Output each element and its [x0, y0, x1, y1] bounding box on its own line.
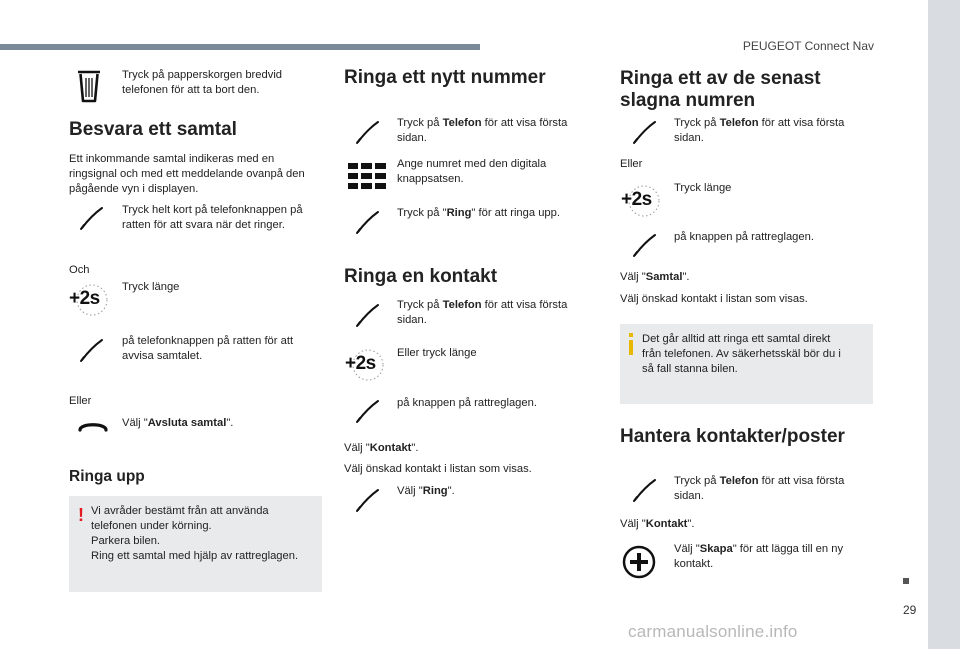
tap-icon	[632, 119, 658, 145]
or-long-press-text: Eller tryck länge	[397, 347, 477, 359]
trash-text: Tryck på papperskorgen bredvid telefonen för att ta bort den.	[122, 69, 283, 96]
select-samtal-text: Välj "Samtal".	[620, 271, 690, 283]
recent-wheel-button-text: på knappen på rattreglagen.	[674, 231, 814, 243]
answer-title: Besvara ett samtal	[69, 119, 237, 140]
tap-icon	[632, 477, 658, 503]
page-margin-band	[928, 0, 960, 649]
wheel-button-text: på knappen på rattreglagen.	[397, 397, 537, 409]
tap-icon	[79, 205, 105, 231]
recent-eller-label: Eller	[620, 158, 643, 170]
answer-intro: Ett inkommande samtal indikeras med en ringsignal och med ett meddelande ovanpå den pågående vyn i displayen.	[69, 153, 305, 195]
new-number-telefon-text: Tryck på Telefon för att visa första sidan.	[397, 117, 568, 144]
warning-box	[69, 496, 322, 592]
info-icon	[626, 333, 636, 355]
tap-icon	[355, 487, 381, 513]
long-press-2s-icon: +2s	[68, 283, 112, 317]
reject-text: på telefonknappen på ratten för att avvisa samtalet.	[122, 335, 294, 362]
tap-icon	[355, 398, 381, 424]
warning-text: Vi avråder bestämt från att använda telefonen under körning. Parkera bilen. Ring ett samtal med hjälp av rattreglagen.	[91, 505, 299, 562]
contact-telefon-text: Tryck på Telefon för att visa första sidan.	[397, 299, 568, 326]
header-rule	[0, 44, 480, 50]
warning-icon: !	[78, 505, 84, 525]
end-call-text: Välj "Avsluta samtal".	[122, 417, 234, 429]
manage-contacts-title: Hantera kontakter/poster	[620, 426, 845, 447]
info-box	[620, 324, 873, 404]
och-label: Och	[69, 264, 90, 276]
eller-label: Eller	[69, 395, 92, 407]
select-kontakt-text: Välj "Kontakt".	[344, 442, 419, 454]
keypad-icon	[348, 163, 386, 189]
select-contact-text: Välj önskad kontakt i listan som visas.	[344, 463, 532, 475]
watermark: carmanualsonline.info	[628, 622, 798, 641]
recent-title: Ringa ett av de senast slagna numren	[620, 68, 821, 111]
ring-text: Tryck på "Ring" för att ringa upp.	[397, 207, 560, 219]
page-number: 29	[903, 603, 917, 617]
long-press-2s-icon: +2s	[344, 348, 388, 382]
page-marker	[903, 578, 909, 584]
call-title: Ringa upp	[69, 468, 145, 485]
contact-title: Ringa en kontakt	[344, 266, 498, 287]
tap-icon	[79, 337, 105, 363]
manage-select-kontakt-text: Välj "Kontakt".	[620, 518, 695, 530]
keypad-text: Ange numret med den digitala knappsatsen.	[397, 158, 547, 185]
add-contact-icon	[622, 545, 656, 579]
recent-telefon-text: Tryck på Telefon för att visa första sidan.	[674, 117, 845, 144]
trash-icon	[77, 69, 101, 103]
skapa-text: Välj "Skapa" för att lägga till en ny kontakt.	[674, 543, 844, 570]
tap-icon	[355, 119, 381, 145]
recent-select-contact-text: Välj önskad kontakt i listan som visas.	[620, 293, 808, 305]
select-ring-text: Välj "Ring".	[397, 485, 455, 497]
info-text: Det går alltid att ringa ett samtal direkt från telefonen. Av säkerhetsskäl bör du i så fall stanna bilen.	[642, 333, 841, 375]
recent-long-press-text: Tryck länge	[674, 182, 732, 194]
new-number-title: Ringa ett nytt nummer	[344, 67, 546, 88]
long-press-label: Tryck länge	[122, 281, 180, 293]
tap-icon	[632, 232, 658, 258]
tap-icon	[355, 209, 381, 235]
tap-icon	[355, 302, 381, 328]
brand-title: PEUGEOT Connect Nav	[742, 39, 874, 53]
long-press-2s-icon: +2s	[620, 184, 664, 218]
manage-telefon-text: Tryck på Telefon för att visa första sidan.	[674, 475, 845, 502]
answer-short-press: Tryck helt kort på telefonknappen på ratten för att svara när det ringer.	[122, 204, 303, 231]
hang-up-icon	[78, 420, 108, 432]
